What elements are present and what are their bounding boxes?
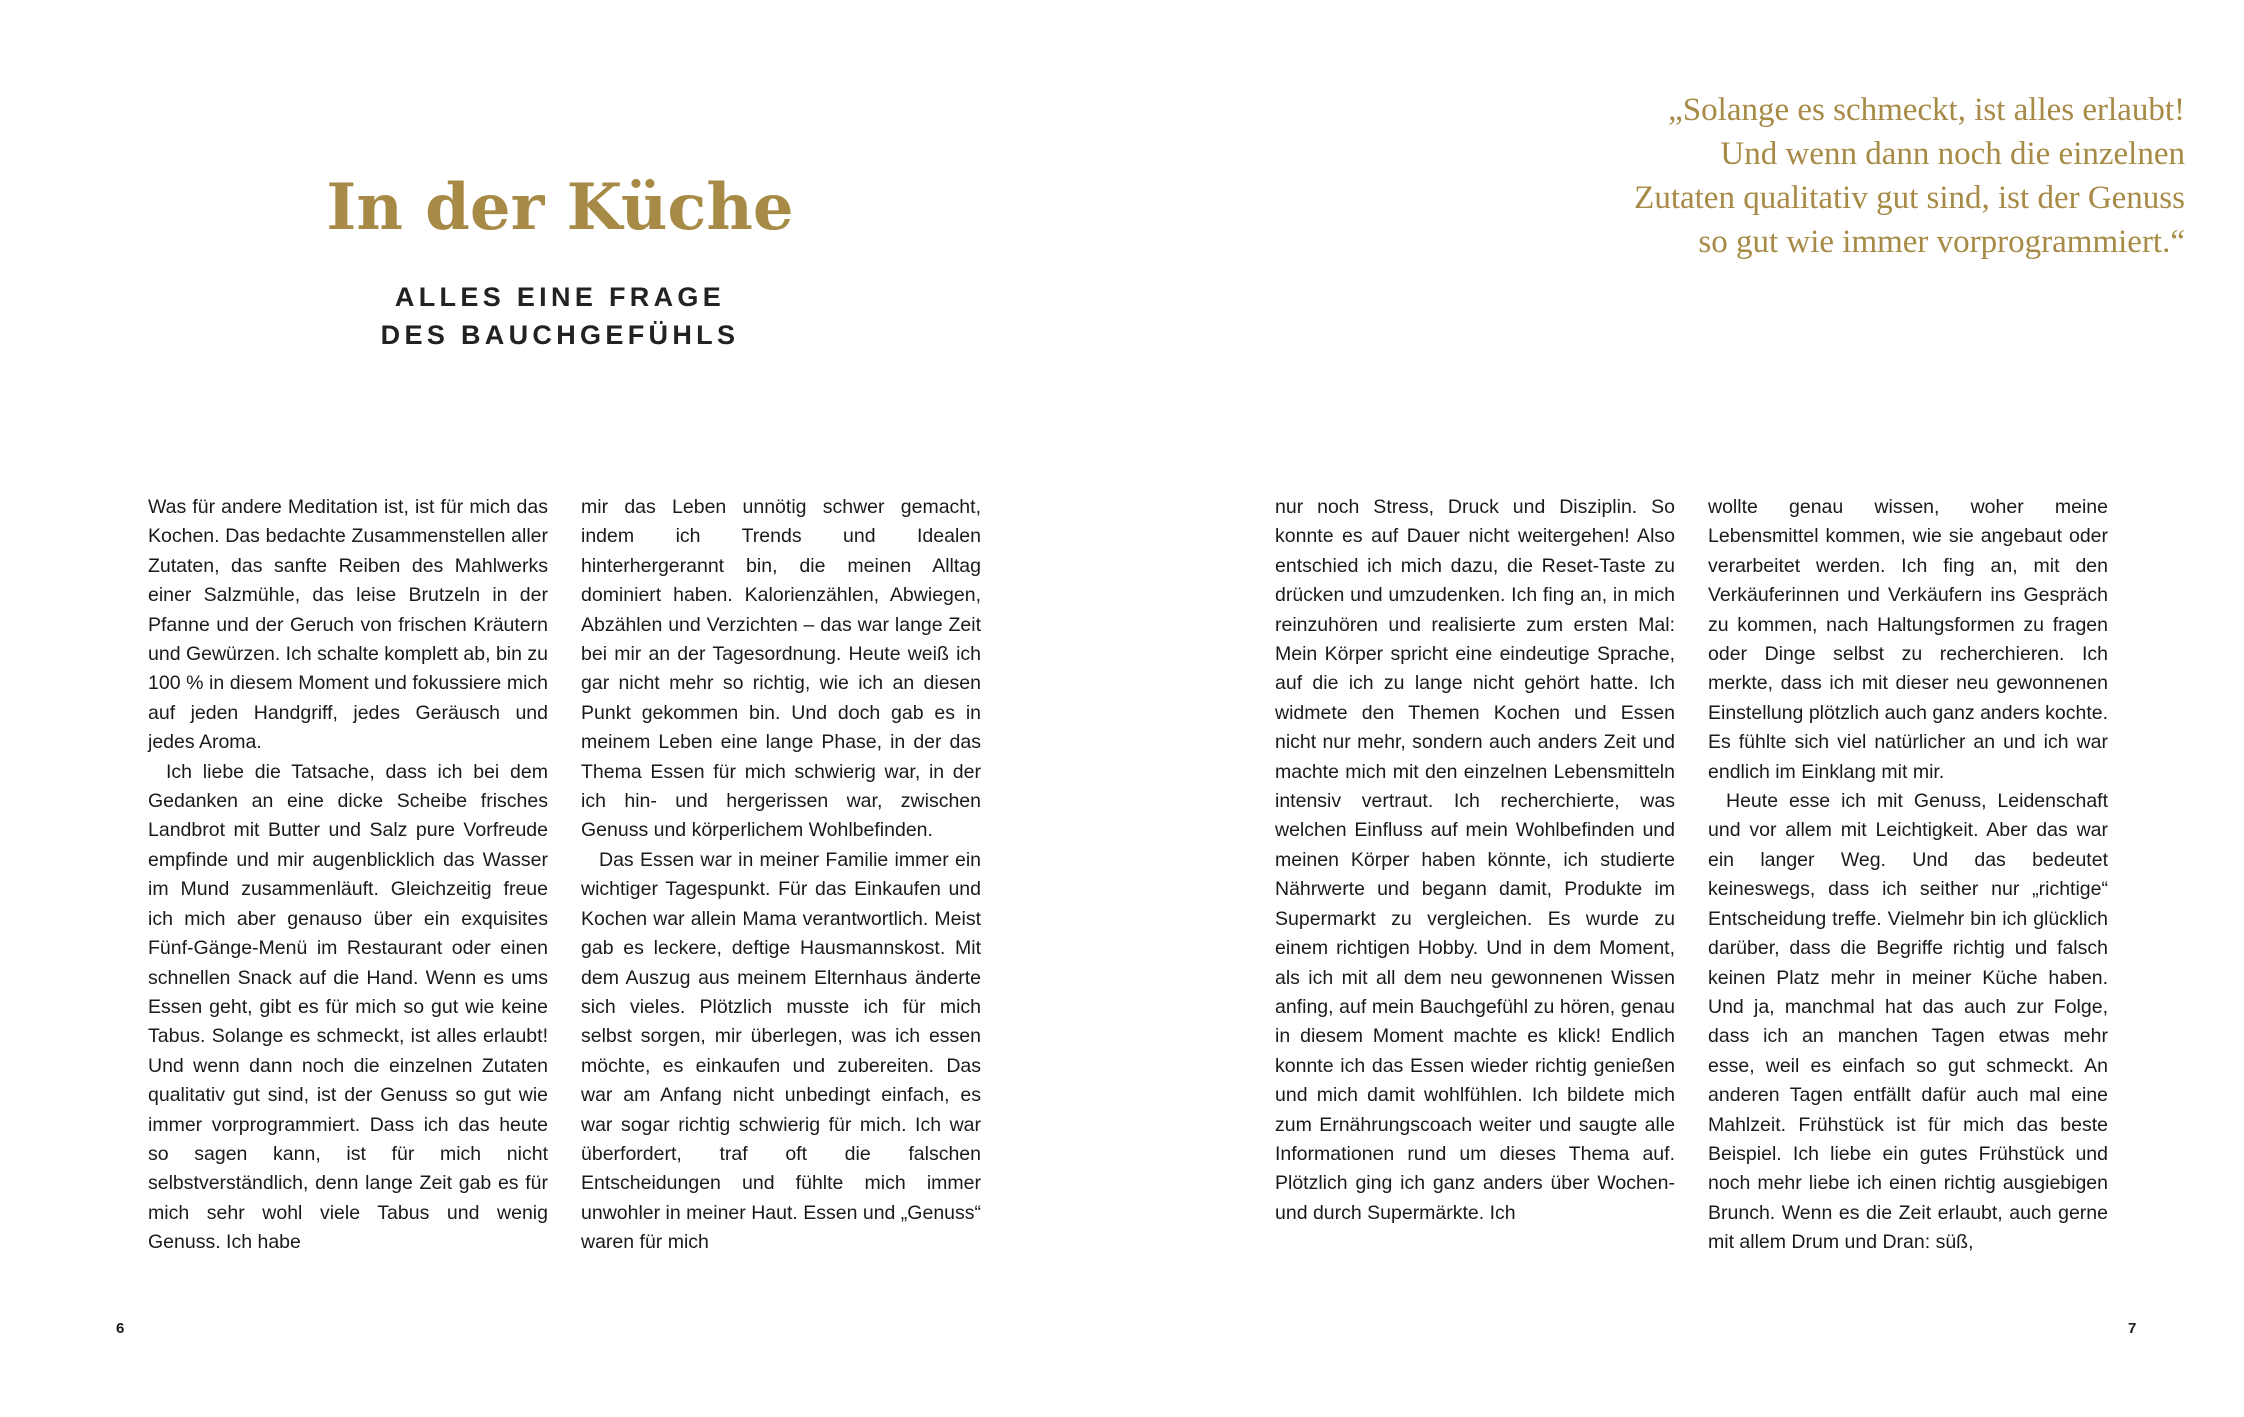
subtitle-line: DES BAUCHGEFÜHLS: [380, 320, 740, 351]
quote-line: „Solange es schmeckt, ist alles erlaubt!: [1668, 92, 2185, 128]
text-column-4: [1708, 493, 2108, 1258]
quote-line: so gut wie immer vorprogrammiert.“: [1698, 224, 2185, 260]
paragraph: Was für andere Meditation ist, ist für mich das Kochen. Das bedachte Zusammenstellen aller Zutaten, das sanfte Reiben des Mahlwerks einer Salzmühle, das leise Brutzeln in der Pfanne und der Geruch von frischen Kräutern und Gewürzen. Ich schalte komplett ab, bin zu 100 % in diesem Moment und fokussiere mich auf jeden Handgriff, jedes Geräusch und jedes Aroma.: [148, 496, 548, 754]
quote-line: Und wenn dann noch die einzelnen: [1720, 136, 2185, 172]
subtitle-line: ALLES EINE FRAGE: [394, 282, 726, 312]
page-number-right: 7: [2128, 1320, 2137, 1337]
page-number-left: 6: [116, 1320, 125, 1337]
paragraph: Heute esse ich mit Genuss, Leidenschaft und vor allem mit Leichtigkeit. Aber das war ein langer Weg. Und das bedeutet keineswegs, dass ich seither nur „richtige“ Entscheidung treffe. Vielmehr bin ich glücklich darüber, dass die Begriffe richtig und falsch keinen Platz mehr in meiner Küche haben. Und ja, manchmal hat das auch zur Folge, dass ich an manchen Tagen etwas mehr esse, weil es einfach so gut schmeckt. An anderen Tagen entfällt dafür auch mal eine Mahlzeit. Frühstück ist für mich das beste Beispiel. Ich liebe ein gutes Frühstück und noch mehr liebe ich einen richtig ausgiebigen Brunch. Wenn es die Zeit erlaubt, auch gerne mit allem Drum und Dran: süß,: [1708, 790, 2108, 1254]
chapter-title: In der Küche: [326, 170, 794, 245]
quote-line: Zutaten qualitativ gut sind, ist der Genuss: [1634, 180, 2185, 216]
paragraph: mir das Leben unnötig schwer gemacht, indem ich Trends und Idealen hinterhergerannt bin, die meinen Alltag dominiert haben. Kalorienzählen, Abwiegen, Abzählen und Verzichten – das war lange Zeit bei mir an der Tagesordnung. Heute weiß ich gar nicht mehr so richtig, wie ich an diesen Punkt gekommen bin. Und doch gab es in meinem Leben eine lange Phase, in der das Thema Essen für mich schwierig war, in der ich hin- und hergerissen war, zwischen Genuss und körperlichem Wohlbefinden.: [581, 496, 981, 842]
text-column-1: [148, 493, 548, 1258]
chapter-subtitle: [310, 278, 810, 355]
paragraph: Ich liebe die Tatsache, dass ich bei dem Gedanken an eine dicke Scheibe frisches Landbrot mit Butter und Salz pure Vorfreude empfinde und mir augenblicklich das Wasser im Mund zusammenläuft. Gleichzeitig freue ich mich aber genauso über ein exquisites Fünf-Gänge-Menü im Restaurant oder einen schnellen Snack auf die Hand. Wenn es ums Essen geht, gibt es für mich so gut wie keine Tabus. Solange es schmeckt, ist alles erlaubt! Und wenn dann noch die einzelnen Zutaten qualitativ gut sind, ist der Genuss so gut wie immer vorprogrammiert. Dass ich das heute so sagen kann, ist für mich nicht selbstverständlich, denn lange Zeit gab es für mich sehr wohl viele Tabus und wenig Genuss. Ich habe: [148, 760, 548, 1254]
paragraph: nur noch Stress, Druck und Disziplin. So konnte es auf Dauer nicht weitergehen! Also entschied ich mich dazu, die Reset-Taste zu drücken und umzudenken. Ich fing an, in mich reinzuhören und realisierte zum ersten Mal: Mein Körper spricht eine eindeutige Sprache, auf die ich zu lange nicht gehört hatte. Ich widmete den Themen Kochen und Essen nicht nur mehr, sondern auch anders Zeit und machte mich mit den einzelnen Lebensmitteln intensiv vertraut. Ich recherchierte, was welchen Einfluss auf mein Wohlbefinden und meinen Körper haben könnte, ich studierte Nährwerte und begann damit, Produkte im Supermarkt zu vergleichen. Es wurde zu einem richtigen Hobby. Und in dem Moment, als ich mit all dem neu gewonnenen Wissen anfing, auf mein Bauchgefühl zu hören, genau in diesem Moment machte es klick! Endlich konnte ich das Essen wieder richtig genießen und mich damit wohlfühlen. Ich bildete mich zum Ernährungscoach weiter und saugte alle Informationen rund um dieses Thema auf. Plötzlich ging ich ganz anders über Wochen- und durch Supermärkte. Ich: [1275, 496, 1675, 1224]
paragraph: wollte genau wissen, woher meine Lebensmittel kommen, wie sie angebaut oder verarbeitet werden. Ich fing an, mit den Verkäuferinnen und Verkäufern ins Gespräch zu kommen, nach Haltungsformen zu fragen oder Dinge selbst zu recherchieren. Ich merkte, dass ich mit dieser neu gewonnenen Einstellung plötzlich auch ganz anders kochte. Es fühlte sich viel natürlicher an und ich war endlich im Einklang mit mir.: [1708, 496, 2108, 783]
text-column-2: [581, 493, 981, 1258]
paragraph: Das Essen war in meiner Familie immer ein wichtiger Tagespunkt. Für das Einkaufen und Kochen war allein Mama verantwortlich. Meist gab es leckere, deftige Hausmannskost. Mit dem Auszug aus meinem Elternhaus änderte sich vieles. Plötzlich musste ich für mich selbst sorgen, mir überlegen, was ich essen möchte, es einkaufen und zubereiten. Das war am Anfang nicht unbedingt einfach, es war sogar richtig schwierig für mich. Ich war überfordert, traf oft die falschen Entscheidungen und fühlte mich immer unwohler in meiner Haut. Essen und „Genuss“ waren für mich: [581, 848, 981, 1254]
pull-quote: [1380, 88, 2185, 264]
text-column-3: [1275, 493, 1675, 1228]
